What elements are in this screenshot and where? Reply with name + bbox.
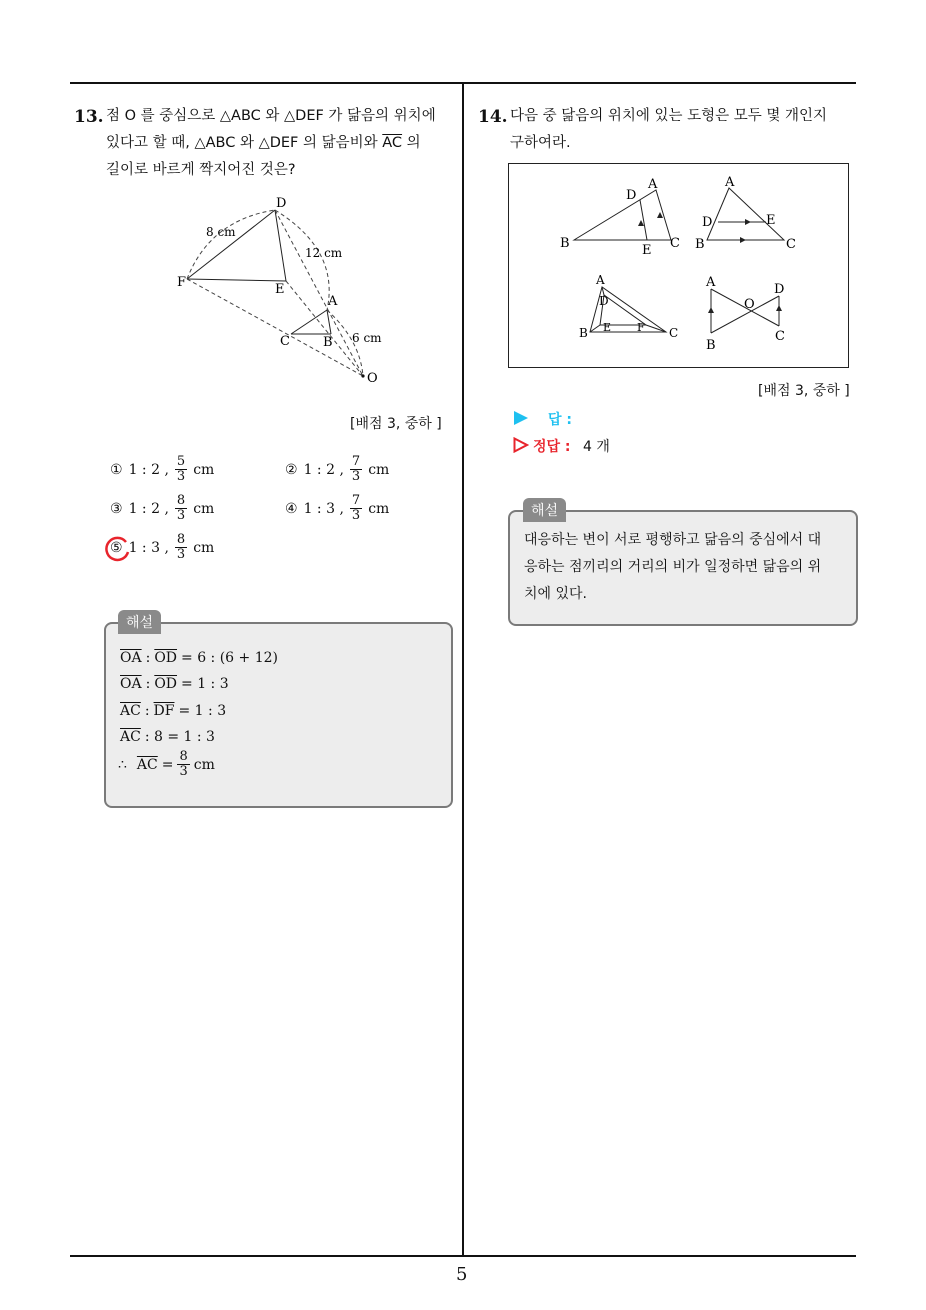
page-number: 5 <box>456 1264 468 1285</box>
choice-fraction: $\frac{7}{3}$ <box>351 493 361 523</box>
q14-line2: 구하여라. <box>510 135 571 151</box>
q14-question <box>510 103 860 157</box>
q13-number: 13. <box>74 107 104 127</box>
correct-value: 4 개 <box>583 439 610 455</box>
q13-label-C: C <box>280 334 290 349</box>
fig4-label-D: D <box>774 282 785 297</box>
q13-explanation-tag: 해설 <box>118 610 161 634</box>
fig1-label-C: C <box>670 236 680 251</box>
fig4-label-B: B <box>706 338 716 353</box>
fig1-label-E: E <box>642 243 652 258</box>
q14-explanation-tag: 해설 <box>523 498 566 522</box>
q14-figures-box <box>508 163 850 369</box>
choice-unit: cm <box>193 461 215 478</box>
q13-label-F: F <box>177 275 187 290</box>
fig3-label-D: D <box>599 294 609 308</box>
choice-ratio: 1 : 2 , <box>128 461 169 478</box>
fig2-label-D: D <box>702 215 713 230</box>
fig4-label-A: A <box>706 275 716 290</box>
bottom-rule <box>70 1255 856 1257</box>
q13-exp-line1: $\overline{OA}$ : $\overline{OD}$ = 6 : (6 + 12) <box>120 650 278 666</box>
fig3-label-C: C <box>669 326 679 340</box>
q14-score: [배점 3, 중하 ] <box>758 383 850 399</box>
fig3-label-B: B <box>579 326 588 340</box>
q13-line2: 있다고 할 때, △ABC 와 △DEF 의 닮음비와 $\overline{AC}$ 의 <box>106 135 421 151</box>
choice-fraction: $\frac{5}{3}$ <box>176 454 186 484</box>
q13-score: [배점 3, 중하 ] <box>350 416 442 432</box>
q13-question <box>106 103 456 184</box>
choice-ratio: 1 : 2 , <box>303 461 344 478</box>
choice-mark: ② <box>285 461 298 478</box>
q14-exp-line1: 대응하는 변이 서로 평행하고 닮음의 중심에서 대 <box>524 532 822 548</box>
q13-line1: 점 O 를 중심으로 △ABC 와 △DEF 가 닮음의 위치에 <box>106 108 436 124</box>
q13-label-E: E <box>275 282 285 297</box>
choice-fraction: $\frac{8}{3}$ <box>176 532 186 562</box>
answer-label: 답 : <box>548 412 572 428</box>
fig1-label-B: B <box>560 236 570 251</box>
choice-mark: ③ <box>110 500 123 517</box>
choice-ratio: 1 : 2 , <box>128 500 169 517</box>
choice-unit: cm <box>193 500 215 517</box>
q13-figure <box>170 190 400 390</box>
q14-explanation-text <box>524 527 854 608</box>
correct-answer-circle-icon <box>102 534 132 564</box>
q14-exp-line2: 응하는 점끼리의 거리의 비가 일정하면 닮음의 위 <box>524 559 822 575</box>
choice-ratio: 1 : 3 , <box>303 500 344 517</box>
fig3-label-E: E <box>603 321 612 334</box>
choice-fraction: $\frac{7}{3}$ <box>351 454 361 484</box>
fig3-label-F: F <box>637 321 645 334</box>
q13-exp-line3: $\overline{AC}$ : $\overline{DF}$ = 1 : 3 <box>120 703 227 719</box>
q14-line1: 다음 중 닮음의 위치에 있는 도형은 모두 몇 개인지 <box>510 108 828 124</box>
column-divider <box>462 82 464 1257</box>
q13-choice-3[interactable] <box>110 494 214 523</box>
choice-mark: ⑤ <box>110 539 123 556</box>
fig1-label-A: A <box>648 177 658 192</box>
choice-unit: cm <box>193 539 215 556</box>
q13-label-B: B <box>323 335 333 350</box>
correct-arrow-icon <box>513 437 529 453</box>
q13-choice-4[interactable] <box>285 494 389 523</box>
q13-label-O: O <box>367 371 378 386</box>
fig2-label-C: C <box>786 237 796 252</box>
fig2-label-E: E <box>766 213 776 228</box>
fig1-label-D: D <box>626 188 637 203</box>
fig2-label-A: A <box>725 175 735 190</box>
q14-exp-line3: 치에 있다. <box>524 586 587 602</box>
choice-fraction: $\frac{8}{3}$ <box>176 493 186 523</box>
fig3-label-A: A <box>596 273 605 287</box>
choice-mark: ④ <box>285 500 298 517</box>
q13-label-D: D <box>276 196 287 211</box>
choice-unit: cm <box>368 461 390 478</box>
fig2-label-B: B <box>695 237 705 252</box>
q13-label-12cm: 12 cm <box>305 246 343 260</box>
fig4-label-C: C <box>775 329 785 344</box>
answer-arrow-icon <box>513 410 529 426</box>
q14-number: 14. <box>478 107 508 127</box>
fig4-label-O: O <box>744 297 755 312</box>
choice-ratio: 1 : 3 , <box>128 539 169 556</box>
q13-exp-line4: $\overline{AC}$ : 8 = 1 : 3 <box>120 729 215 745</box>
q13-choice-2[interactable] <box>285 455 389 484</box>
q13-exp-line2: $\overline{OA}$ : $\overline{OD}$ = 1 : 3 <box>120 676 229 692</box>
choice-unit: cm <box>368 500 390 517</box>
q13-choice-1[interactable] <box>110 455 214 484</box>
correct-label: 정답 : <box>533 439 571 455</box>
choice-mark: ① <box>110 461 123 478</box>
q13-exp-line5: ∴ $\overline{AC}$ = $\frac{8}{3}$ cm <box>118 749 215 779</box>
q13-line3: 길이로 바르게 짝지어진 것은? <box>106 162 296 178</box>
q13-label-8cm: 8 cm <box>206 225 236 239</box>
q13-label-6cm: 6 cm <box>352 331 382 345</box>
q13-label-A: A <box>328 294 338 309</box>
